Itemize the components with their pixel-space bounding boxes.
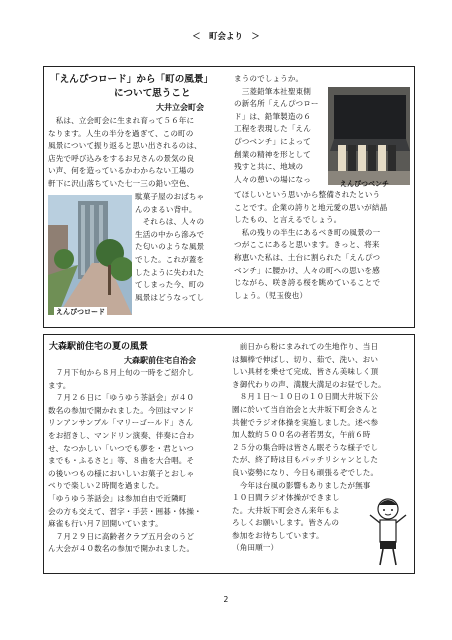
page-number: 2: [223, 595, 229, 604]
article-col2: 駄菓子屋のおばちゃ んのまるい背中。 それらは、人々の 生活の中から滲みで た匂いのような風景 でした。これが蓋を したように失われた てしまった今、町の 風景はどうなってし: [135, 192, 205, 302]
article-omori-summer: [43, 334, 415, 574]
article-col1: ７月下旬から８月上旬の一時をご紹介し ます。 ７月２６日に「ゆうゆう茶話会」が４０ 数名の参加で開かれました。今回はマンド リンアンサンブル「マリーゴールド」さん をお招きし、マンドリン演奏、伴奏に合わ せ、なつかしい「いつでも夢を・君といつ までも・ふるさと」等、８曲を大合唱。そ の後いつもの様においしいお菓子とおしゃ べりで楽しい２時間を過ました。 「ゆうゆう茶話会」は参加自由で近隣町 会の方も交えて、習字・手芸・囲碁・体操・ 麻雀も行い月７回開いています。 ７月２９日に高齢者クラブ五月会のうど ん大会が４０数名の参加で開かれました。: [48, 368, 202, 554]
article-title-line1: 「えんぴつロード」から「町の風景」: [50, 74, 214, 85]
section-header: ＜ 町会より ＞: [192, 31, 260, 41]
photo-enpitsu-road: [48, 195, 132, 315]
article-title: 大森駅前住宅の夏の風景: [49, 342, 149, 352]
article-enpitsu-road: [43, 66, 415, 328]
article-col3b: てほしいという思いから整備されたという ことです。企業の誇りと地元愛の思いが結晶 したもの、と言えるでしょう。 私の残りの半生にあるべき町の風景の一 つがここにあると思います。きっと、将来 称恵いた私は、土台に割られた「えんぴつ ベンチ」に腰かけ、人々の町への思いを感 じながら、咲き誇る桜を眺めていることで しょう。（児玉俊也）: [234, 190, 388, 300]
article-author-org: 大森駅前住宅自治会: [124, 356, 196, 365]
article-col2b: １０日間ラジオ体操ができまし た。大井坂下町会さん来年もよ ろしくお願いします。皆さんの 参加をお待ちしています。 （角田順一）: [232, 493, 340, 553]
photo-caption-road: えんぴつロード: [56, 308, 105, 316]
article-col1: 私は、立会町会に生まれ育って５６年に なります。人生の半分を過ぎて、この町の 風景について振り返ると思い出されるのは、 店先で呼び込みをするお兄さんの景気の良 い声、何を造っているかわからない工場の 軒下に沢山落ちていた七一三の鉛い空色、: [48, 116, 202, 188]
exercise-child-illustration: [366, 495, 410, 569]
article-title-line2: について思うこと: [114, 88, 191, 99]
article-col2a: 前日から粉にまみれての生地作り、当日 は麺棒で伸ばし、切り、茹で、洗い、おい しい具材を乗せて完成、皆さん美味しく頂 き御代わりの声、満腹大満足のお昼でした。 ８月１日～１０日の１０日間大井坂下公 園に於いて当自治会と大井坂下町会さんと 共催でラジオ体操を実施しました。述べ参 加人数約５００名の者若男女，午前６時 ２５分の集合時は皆さん眠そうな様子でし たが、終了時は目もパッチリシャンとした 良い姿勢になり、今日も頑張るぞでした。 今年は台風の影響もありましたが無事: [232, 342, 386, 490]
photo-enpitsu-bench: [328, 87, 410, 185]
article-author-org: 大井立会町会: [156, 103, 204, 112]
photo-caption-bench: えんぴつベンチ: [340, 180, 389, 188]
article-col3a: まうのでしょうか。 三菱鉛筆本社聖東側 の新名所「えんぴつロー ド」は、鉛筆製造の６ 工程を表現した「えん ぴつベンチ」によって 創業の精神を形として 残すと共に、地域の 人々の憩いの場になっ: [234, 74, 319, 184]
